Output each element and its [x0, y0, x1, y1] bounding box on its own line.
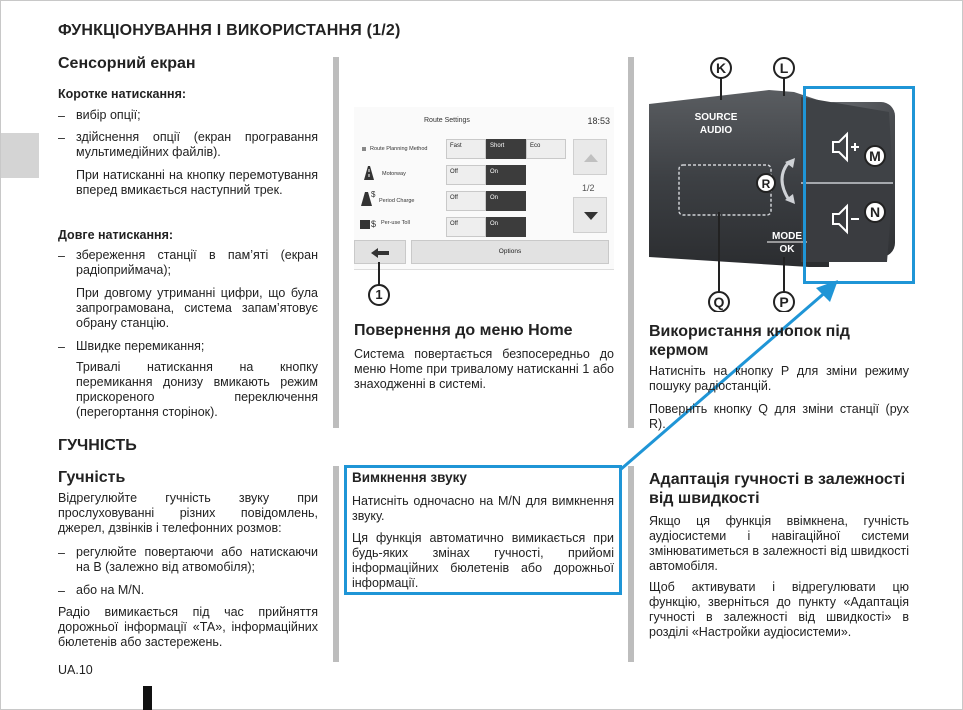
column-rule — [333, 466, 339, 662]
up-arrow-icon — [574, 140, 608, 176]
svg-text:$: $ — [371, 190, 376, 199]
volume-section-heading: ГУЧНІСТЬ — [58, 437, 137, 454]
wheel-text-1: Натисніть на кнопку P для зміни режиму пошуку радіостанцій. — [649, 364, 909, 393]
option-fast[interactable]: Fast — [446, 139, 486, 159]
down-arrow-icon — [574, 198, 608, 234]
row-label: Period Charge — [379, 198, 415, 204]
volume-item-2: або на M/N. — [76, 583, 145, 597]
option-eco[interactable]: Eco — [526, 139, 566, 159]
toll-icon — [359, 216, 381, 230]
option-off[interactable]: Off — [446, 191, 486, 211]
option-short[interactable]: Short — [486, 139, 526, 159]
speed-text-1: Якщо ця функція ввімкнена, гучність аудіосистеми і навігаційної системи змінюватиметься в залежності від швидкості автомобіля. — [649, 514, 909, 573]
mute-text-2: Ця функція автоматично вимикається при будь-яких змінах гучності, прийомі інформаційних бюлетенів або дорожньої інформації. — [352, 531, 614, 590]
row-label: Route Planning Method — [370, 146, 428, 152]
label-l: L — [779, 60, 789, 76]
svg-text:AUDIO: AUDIO — [699, 125, 733, 136]
label-n: N — [869, 204, 881, 220]
back-button[interactable] — [354, 240, 406, 264]
motorway-icon — [362, 165, 376, 181]
long-press-title: Довге натискання: — [58, 228, 174, 242]
bullet-dash: – — [58, 109, 65, 123]
home-heading: Повернення до меню Home — [354, 322, 573, 339]
label-q: Q — [713, 294, 725, 310]
home-text: Система повертається безпосередньо до меню Home при тривалому натисканні 1 або знаходженні в системі. — [354, 347, 614, 391]
touch-heading: Сенсорний екран — [58, 55, 196, 72]
mute-highlight-box — [344, 465, 622, 595]
volume-outro: Радіо вимикається під час прийняття дорожньої інформації «ТА», інформаційних бюлетенів або застережень. — [58, 605, 318, 649]
label-r: R — [761, 177, 771, 191]
short-item-2: здійснення опції (екран програвання мультимедійних файлів). — [76, 130, 318, 159]
side-tab — [1, 133, 39, 178]
period-charge-icon — [360, 189, 378, 207]
option-on[interactable]: On — [486, 191, 526, 211]
row-label: Motorway — [382, 171, 406, 177]
short-item-1: вибір опції; — [76, 108, 141, 122]
long-note-1: При довгому утриманні цифри, що була запрограмована, система запам’ятовує обрану станцію. — [76, 286, 318, 330]
screen-title: Route Settings — [424, 117, 470, 124]
volume-item-1: регулюйте повертаючи або натискаючи на B (залежно від атвомобіля); — [76, 545, 318, 574]
column-rule — [333, 57, 339, 428]
callout-leader — [378, 262, 380, 285]
mute-text-1: Натисніть одночасно на M/N для вимкнення звуку. — [352, 494, 614, 523]
svg-text:MODE: MODE — [772, 231, 802, 242]
speed-text-2: Щоб активувати і відрегулювати цю функцію, зверніться до пункту «Адаптація гучності в залежності від швидкості» в розділі «Настройки аудіосистеми». — [649, 580, 909, 639]
scroll-down-button[interactable] — [573, 197, 607, 233]
bullet-dash: – — [58, 584, 65, 598]
page-title: ФУНКЦІОНУВАННЯ І ВИКОРИСТАННЯ (1/2) — [58, 22, 401, 39]
volume-subheading: Гучність — [58, 469, 126, 486]
mn-buttons-highlight-box — [803, 86, 915, 284]
svg-text:SOURCE: SOURCE — [694, 112, 738, 123]
bullet-dash: – — [58, 131, 65, 145]
page-indicator: 1/2 — [582, 183, 595, 193]
label-p: P — [779, 294, 789, 310]
page-edge-mark — [143, 686, 152, 710]
svg-text:$: $ — [371, 219, 377, 229]
label-k: K — [715, 60, 727, 76]
speed-heading: Адаптація гучності в залежності від швидкості — [649, 471, 906, 507]
bullet-dash: – — [58, 340, 65, 354]
wheel-text-2: Поверніть кнопку Q для зміни станції (рух R). — [649, 402, 909, 431]
route-settings-screen — [354, 107, 614, 270]
label-m: M — [869, 148, 881, 164]
bullet-dash: – — [58, 546, 65, 560]
long-item-2: Швидке перемикання; — [76, 339, 205, 353]
scroll-up-button[interactable] — [573, 139, 607, 175]
bullet-icon — [362, 147, 366, 151]
option-on[interactable]: On — [486, 165, 526, 185]
long-item-1: збереження станції в пам’яті (екран радіоприймача); — [76, 248, 318, 277]
long-note-2: Тривалі натискання на кнопку перемикання донизу вмикають режим прискореного переключення (перегортання сторінок). — [76, 360, 318, 419]
wheel-heading: Використання кнопок під кермом — [649, 323, 850, 359]
option-off[interactable]: Off — [446, 217, 486, 237]
option-off[interactable]: Off — [446, 165, 486, 185]
svg-text:OK: OK — [779, 244, 795, 255]
column-rule — [628, 466, 634, 662]
volume-intro: Відрегулюйте гучність звуку при прослуховуванні різних повідомлень, джерел, дзвінків і телефонних розмов: — [58, 491, 318, 535]
option-on[interactable]: On — [486, 217, 526, 237]
options-button[interactable]: Options — [411, 240, 609, 264]
back-arrow-icon — [355, 241, 407, 265]
row-label: Per-use Toll — [381, 220, 410, 226]
page-number: UA.10 — [58, 663, 93, 677]
screen-clock: 18:53 — [587, 116, 610, 126]
callout-1: 1 — [368, 284, 390, 306]
bullet-dash: – — [58, 249, 65, 263]
mute-heading: Вимкнення звуку — [352, 470, 467, 485]
short-press-title: Коротке натискання: — [58, 87, 187, 101]
short-note: При натисканні на кнопку перемотування вперед вмикається наступний трек. — [76, 168, 318, 197]
